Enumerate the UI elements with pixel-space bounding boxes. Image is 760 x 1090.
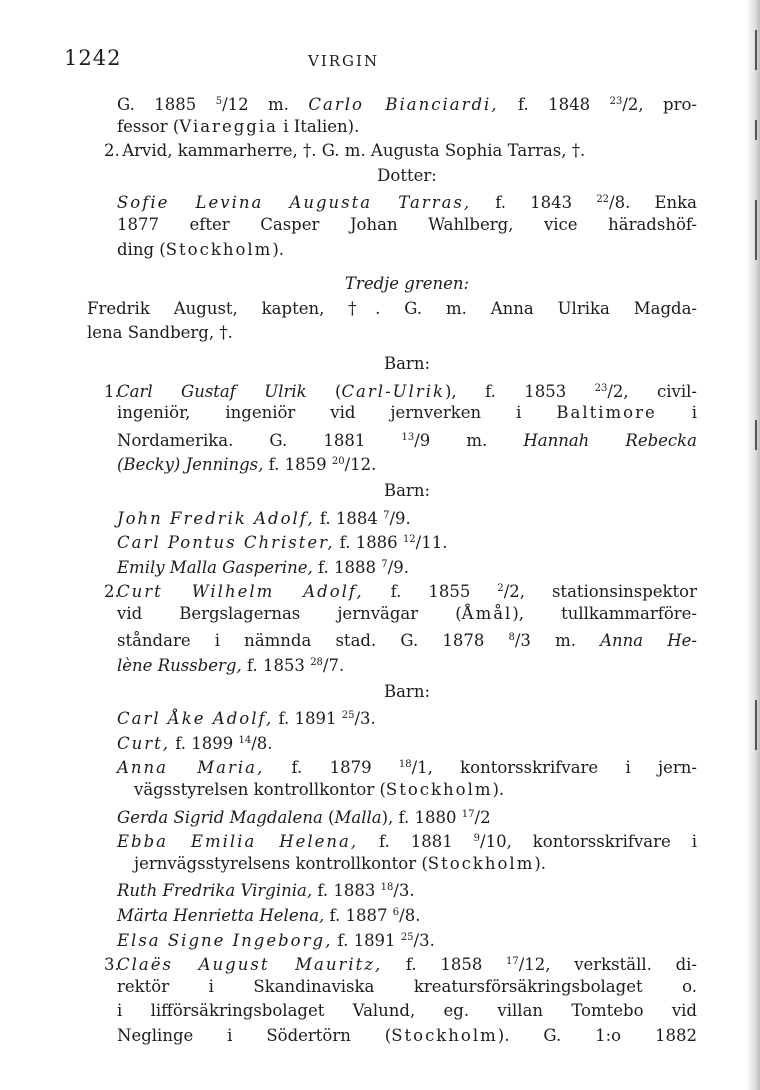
child-entry: Gerda Sigrid Magdalena (Malla), f. 1880 $^{17}$/2 (117, 807, 491, 827)
child-entry: Ruth Fredrika Virginia, f. 1883 $^{18}$/3. (117, 881, 415, 901)
text-line: lène Russberg, f. 1853 $^{28}$/7. (117, 656, 345, 676)
text-line: ding (Stockholm). (117, 239, 284, 259)
child-entry: Elsa Signe Ingeborg, f. 1891 $^{25}$/3. (117, 930, 435, 950)
section-label: Barn: (383, 353, 431, 373)
text-line: G. 1885 $^5$/12 m. Carlo Bianciardi, f. 1848 $^{23}$/2, pro- (117, 95, 697, 114)
running-head: VIRGIN (308, 52, 380, 70)
child-entry: Ebba Emilia Helena, f. 1881 $^9$/10, kontorsskrifvare i (117, 832, 698, 852)
text-line: Nordamerika. G. 1881 $^{13}$/9 m. Hannah Rebecka (117, 430, 697, 450)
text-line: i lifförsäkringsbolaget Valund, eg. villan Tomtebo vid (117, 1001, 697, 1021)
child-entry: John Fredrik Adolf, f. 1884 $^7$/9. (117, 508, 411, 528)
page-number: 1242 (64, 46, 122, 70)
text-line: ingeniör, ingeniör vid jernverken i Baltimore i (117, 403, 697, 423)
text-line: fessor (Viareggia i Italien). (117, 116, 360, 136)
section-label: Barn: (383, 681, 431, 701)
text-line: 3.Claës August Mauritz, f. 1858 $^{17}$/12, verkställ. di- (104, 955, 697, 975)
text-line: vägsstyrelsen kontrollkontor (Stockholm). (134, 780, 505, 800)
text-line: Sofie Levina Augusta Tarras, f. 1843 $^{22}$/8. Enka (117, 193, 697, 213)
binding-shadow-mark (755, 420, 757, 450)
binding-shadow-mark (755, 200, 757, 260)
text-line: (Becky) Jennings, f. 1859 $^{20}$/12. (117, 455, 377, 475)
text-line: jernvägsstyrelsens kontrollkontor (Stockholm). (134, 853, 547, 873)
text-line: vid Bergslagernas jernvägar (Åmål), tullkammarföre- (117, 603, 698, 623)
text-line: Fredrik August, kapten, †. G. m. Anna Ulrika Magda- (87, 298, 697, 318)
text-line: 2. Arvid, kammarherre, †. G. m. Augusta Sophia Tarras, †. (104, 141, 586, 161)
binding-shadow-mark (755, 30, 757, 70)
section-label: Dotter: (377, 165, 437, 185)
text-line: ståndare i nämnda stad. G. 1878 $^8$/3 m. Anna He- (117, 631, 697, 651)
text-line: 1877 efter Casper Johan Wahlberg, vice häradshöf- (117, 214, 697, 234)
child-entry: Märta Henrietta Helena, f. 1887 $^6$/8. (117, 906, 421, 925)
child-entry: Carl Åke Adolf, f. 1891 $^{25}$/3. (117, 709, 376, 729)
binding-shadow-mark (755, 700, 757, 750)
child-entry: Curt, f. 1899 $^{14}$/8. (117, 733, 273, 753)
child-entry: Anna Maria, f. 1879 $^{18}$/1, kontorsskrifvare i jern- (117, 758, 697, 778)
page-binding-edge (746, 0, 760, 1090)
text-line: 2.Curt Wilhelm Adolf, f. 1855 $^2$/2, stationsinspektor (104, 582, 697, 602)
child-entry: Carl Pontus Christer, f. 1886 $^{12}$/11. (117, 533, 448, 553)
binding-shadow-mark (755, 120, 757, 140)
child-entry: Emily Malla Gasperine, f. 1888 $^7$/9. (117, 557, 409, 577)
text-line: lena Sandberg, †. (87, 323, 233, 343)
text-line: 1.Carl Gustaf Ulrik (Carl-Ulrik), f. 1853 $^{23}$/2, civil- (104, 381, 698, 401)
text-line: Neglinge i Södertörn (Stockholm). G. 1:o 1882 (117, 1025, 697, 1045)
page-body (87, 90, 698, 1049)
section-label: Barn: (383, 480, 431, 500)
text-line: rektör i Skandinaviska kreatursförsäkringsbolaget o. (117, 976, 697, 996)
section-heading: Tredje grenen: (344, 274, 470, 294)
